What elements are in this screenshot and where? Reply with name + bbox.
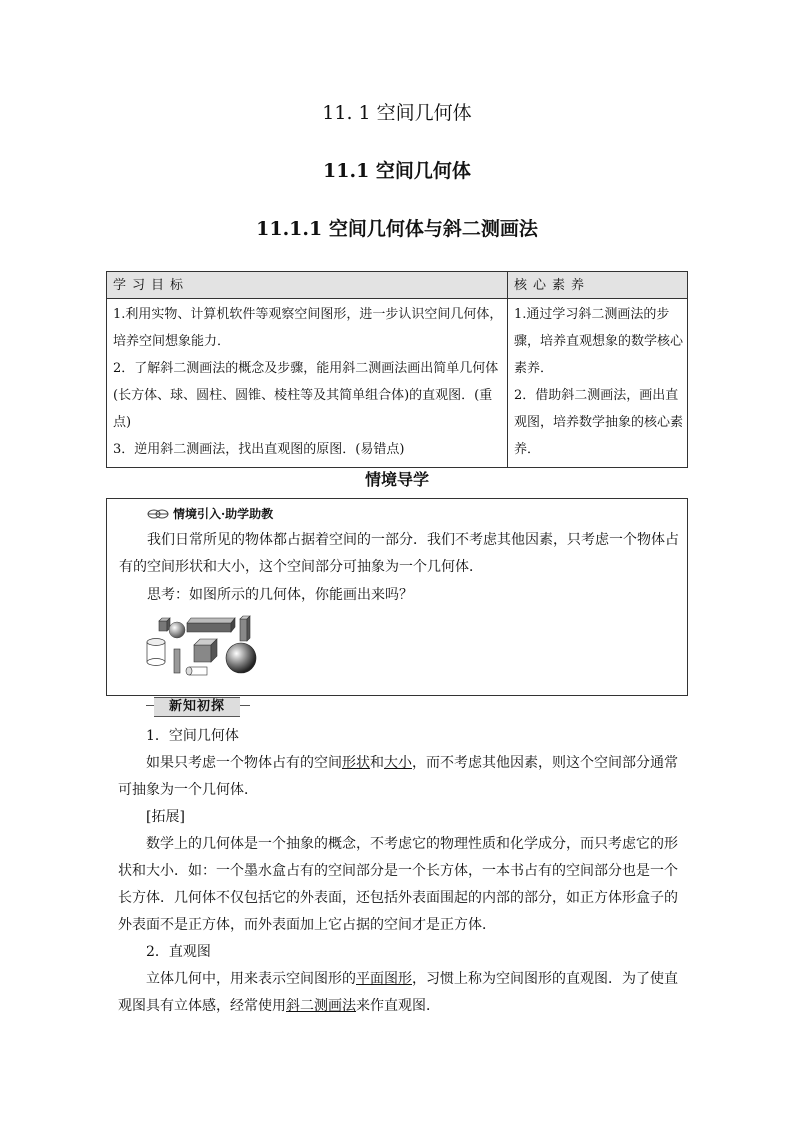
new-knowledge-banner [146,697,250,715]
text-run: 来作直观图． [356,998,440,1014]
goal-item: 3．逆用斜二测画法，找出直观图的原图．(易错点) [113,442,405,457]
intuitive-diagram-paragraph [118,966,686,1020]
underlined-term-size: 大小 [384,755,412,771]
geometric-solids-figure [145,613,265,681]
text-run: 立体几何中，用来表示空间图形的 [146,971,356,987]
goal-item: 1.利用实物、计算机软件等观察空间图形，进一步认识空间几何体，培养空间想象能力． [113,307,503,349]
heading-space-solid: 1．空间几何体 [146,728,239,744]
literacy-item: 2．借助斜二测画法，画出直观图，培养数学抽象的核心素养． [514,388,684,457]
heading-intuitive-diagram: 2．直观图 [146,944,211,960]
extension-paragraph: 数学上的几何体是一个抽象的概念，不考虑它的物理性质和化学成分，而只考虑它的形状和大小．如：一个墨水盒占有的空间部分是一个长方体，一本书占有的空间部分也是一个长方体．几何体不仅包括它的外表面，还包括外表面围起的内部的部分，如正方体形盒子的外表面不是正方体，而外表面加上它占据的空间才是正方体． [118,836,678,933]
underlined-term-oblique-method: 斜二测画法 [286,998,356,1014]
text-run: ，习惯上称为空间图形的直观图．为了使直观图具有立体感，经常使用 [118,971,678,1014]
goals-cell [107,299,508,468]
underlined-term-shape: 形状 [342,755,370,771]
chapter-title: 11. 1 空间几何体 [322,102,472,124]
underlined-term-plane-figure: 平面图形 [356,971,412,987]
badge-label: 情境引入·助学助教 [173,507,274,521]
situation-heading: 情境导学 [364,470,429,489]
banner-line-right [240,705,250,706]
situation-box [106,498,688,696]
think-question: 思考：如图所示的几何体，你能画出来吗？ [147,587,413,603]
text-run: ，而不考虑其他因素，则这个空间部分通常可抽象为一个几何体． [118,755,678,798]
intro-text: 我们日常所见的物体都占据着空间的一部分．我们不考虑其他因素，只考虑一个物体占有的空间形状和大小，这个空间部分可抽象为一个几何体． [119,532,679,575]
goals-header: 学习目标 [107,272,508,299]
definition-paragraph [118,750,686,804]
literacy-cell [508,299,688,468]
banner-label: 新知初探 [154,697,240,717]
literacy-item: 1.通过学习斜二测画法的步骤，培养直观想象的数学核心素养． [514,307,684,376]
section-title: 11.1 空间几何体 [323,160,471,182]
text-run: 如果只考虑一个物体占有的空间 [146,755,342,771]
literacy-header: 核心素养 [508,272,688,299]
leaf-icon [147,508,169,520]
subsection-title: 11.1.1 空间几何体与斜二测画法 [256,218,538,240]
goal-item: 2．了解斜二测画法的概念及步骤，能用斜二测画法画出简单几何体(长方体、球、圆柱、圆锥、棱柱等及其简单组合体)的直观图．(重点) [113,361,499,430]
learning-goals-table [106,271,688,468]
text-run: 和 [370,755,384,771]
extension-label: [拓展] [146,809,185,825]
situation-badge [147,505,273,522]
